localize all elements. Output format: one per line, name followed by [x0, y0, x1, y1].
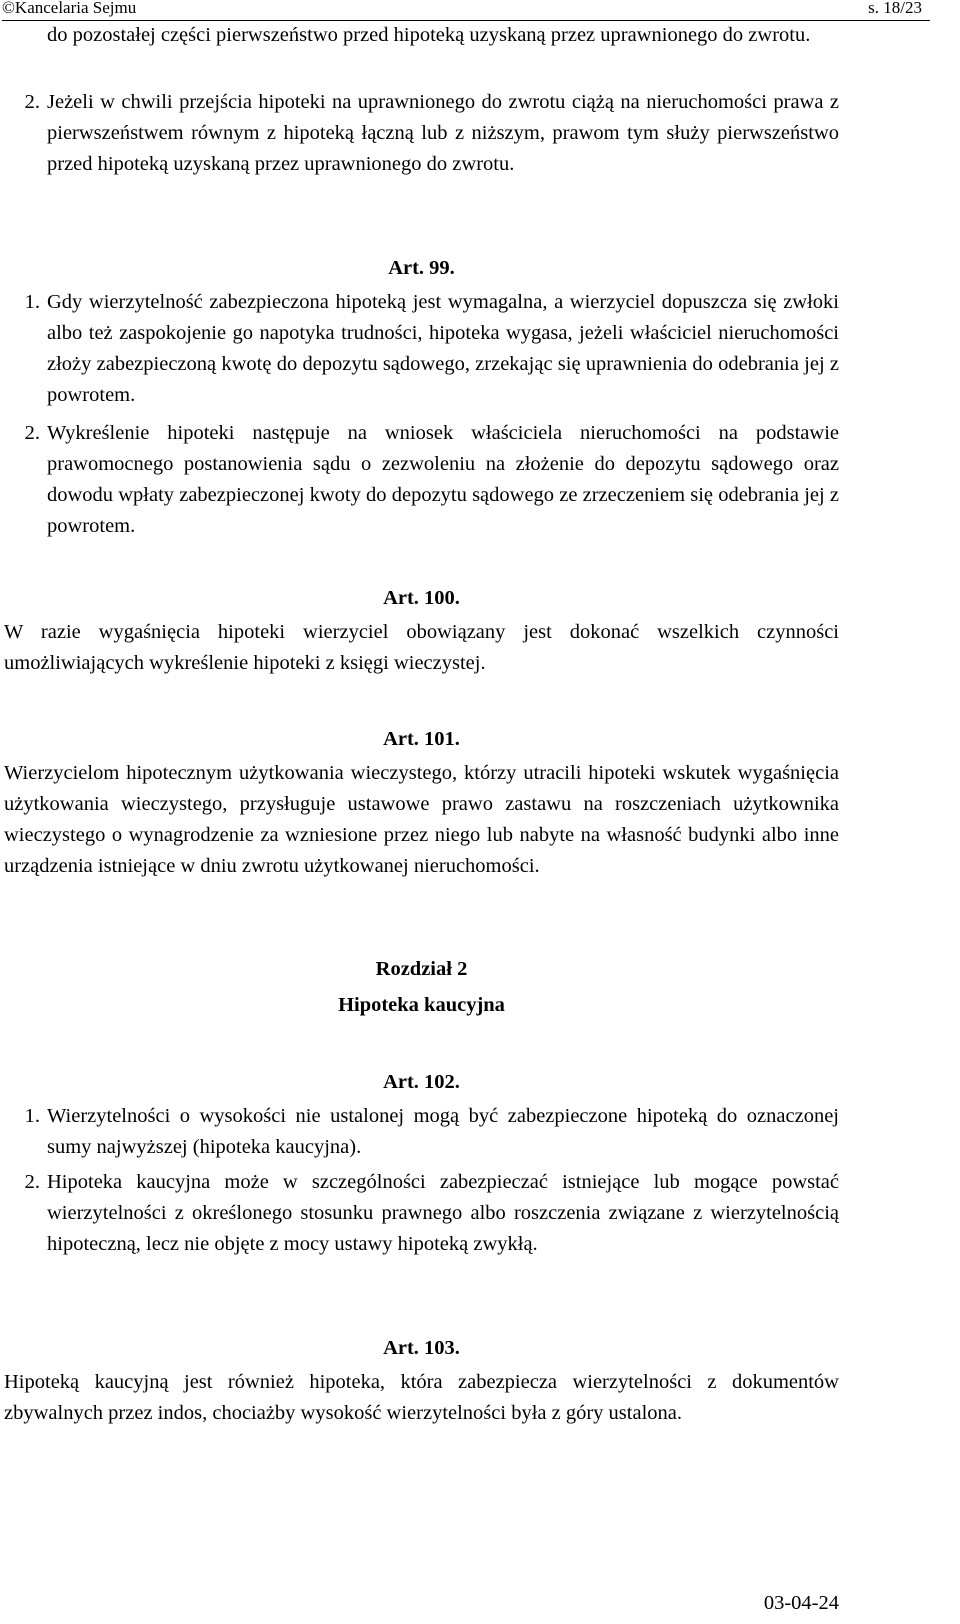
article-heading-102: Art. 102. — [383, 1071, 460, 1093]
paragraph-number: 1. — [24, 291, 40, 313]
art102-paragraph-2: Hipoteka kaucyjna może w szczególności zabezpieczać istniejące lub mogące powstać wierzytelności z określonego stosunku prawnego albo roszczenia związane z wierzytelnością hipoteczną, lecz nie objęte z mocy ustawy hipoteką zwykłą. — [47, 1171, 839, 1255]
art102-paragraph-1: Wierzytelności o wysokości nie ustalonej mogą być zabezpieczone hipoteką do oznaczonej sumy najwyższej (hipoteka kaucyjna). — [47, 1105, 839, 1158]
chapter-heading: Rozdział 2 — [375, 958, 468, 980]
article-heading-103: Art. 103. — [383, 1337, 460, 1359]
chapter-title: Hipoteka kaucyjna — [338, 994, 505, 1016]
page-header — [0, 0, 960, 22]
article-heading-101: Art. 101. — [383, 728, 460, 750]
article-heading-100: Art. 100. — [383, 587, 460, 609]
article-heading-99: Art. 99. — [388, 257, 455, 279]
art100-text: W razie wygaśnięcia hipoteki wierzyciel obowiązany jest dokonać wszelkich czynności umożliwiających wykreślenie hipoteki z księgi wieczystej. — [4, 621, 839, 674]
paragraph-number: 2. — [24, 422, 40, 444]
art99-paragraph-2: Wykreślenie hipoteki następuje na wniosek właściciela nieruchomości na podstawie prawomocnego postanowienia sądu o zezwoleniu na złożenie do depozytu sądowego oraz dowodu wpłaty zabezpieczonej kwoty do depozytu sądowego ze zrzeczeniem się odebrania jej z powrotem. — [47, 422, 839, 537]
art103-text: Hipoteką kaucyjną jest również hipoteka, która zabezpiecza wierzytelności z dokumentów zbywalnych przez indos, chociażby wysokość wierzytelności była z góry ustalona. — [4, 1371, 839, 1424]
paragraph-continuation: do pozostałej części pierwszeństwo przed hipoteką uzyskaną przez uprawnionego do zwrotu. — [47, 24, 811, 46]
paragraph-number: 2. — [24, 91, 40, 113]
header-publisher: ©Kancelaria Sejmu — [2, 0, 137, 17]
art101-text: Wierzycielom hipotecznym użytkowania wieczystego, którzy utracili hipoteki wskutek wygaśnięcia użytkowania wieczystego, przysługuje ustawowe prawo zastawu na roszczeniach użytkownika wieczystego o wynagrodzenie za wzniesione przez niego lub nabyte na własność budynki albo inne urządzenia istniejące w dniu zwrotu użytkowanej nieruchomości. — [4, 762, 839, 877]
header-page-number: s. 18/23 — [868, 0, 922, 17]
art99-paragraph-1: Gdy wierzytelność zabezpieczona hipoteką jest wymagalna, a wierzyciel dopuszcza się zwłoki albo też zaspokojenie go napotyka trudności, hipoteka wygasa, jeżeli właściciel nieruchomości złoży zabezpieczoną kwotę do depozytu sądowego, zrzekając się uprawnienia do odebrania jej z powrotem. — [47, 291, 839, 406]
paragraph-2: Jeżeli w chwili przejścia hipoteki na uprawnionego do zwrotu ciążą na nieruchomości prawa z pierwszeństwem równym z hipoteką łączną lub z niższym, prawom tym służy pierwszeństwo przed hipoteką uzyskaną przez uprawnionego do zwrotu. — [47, 91, 839, 175]
paragraph-number: 2. — [24, 1171, 40, 1193]
paragraph-number: 1. — [24, 1105, 40, 1127]
footer-date: 03-04-24 — [763, 1592, 839, 1614]
